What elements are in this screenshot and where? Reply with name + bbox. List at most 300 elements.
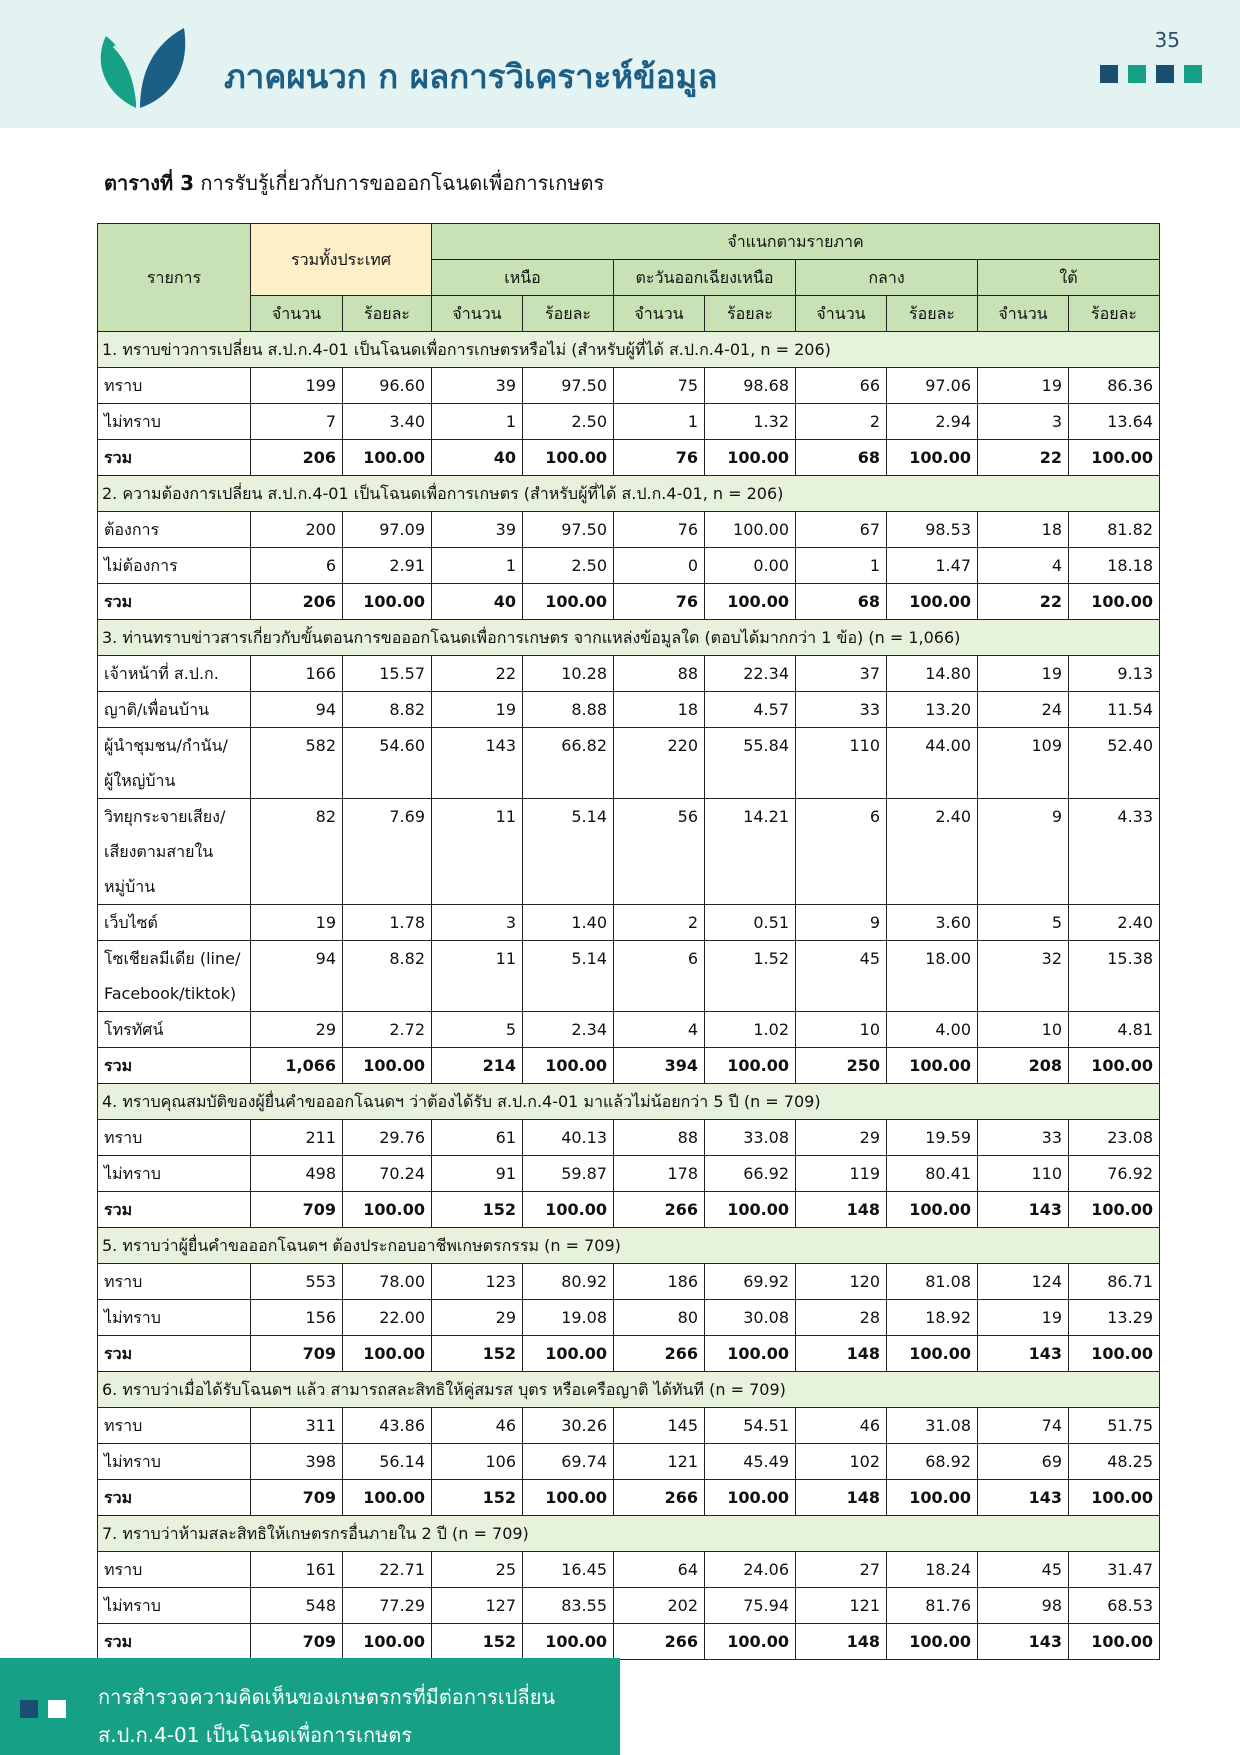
count-cell: 148 <box>796 1624 887 1660</box>
count-cell: 22 <box>432 656 523 692</box>
total-row <box>98 440 1160 476</box>
count-cell: 29 <box>796 1120 887 1156</box>
section-row <box>98 1372 1160 1408</box>
row-label: รวม <box>98 440 251 476</box>
section-title: 7. ทราบว่าห้ามสละสิทธิให้เกษตรกรอื่นภายใน 2 ปี (n = 709) <box>98 1516 1160 1552</box>
percent-cell: 15.57 <box>343 656 432 692</box>
footer-line-2: ส.ป.ก.4-01 เป็นโฉนดเพื่อการเกษตร <box>98 1723 413 1747</box>
percent-cell: 83.55 <box>523 1588 614 1624</box>
count-cell: 311 <box>251 1408 343 1444</box>
percent-cell: 9.13 <box>1069 656 1160 692</box>
count-cell: 110 <box>978 1156 1069 1192</box>
percent-cell: 31.47 <box>1069 1552 1160 1588</box>
count-cell: 143 <box>978 1336 1069 1372</box>
header-square-dark-1 <box>1100 65 1118 83</box>
count-cell: 91 <box>432 1156 523 1192</box>
percent-cell: 98.68 <box>705 368 796 404</box>
row-label: วิทยุกระจายเสียง/เสียงตามสายในหมู่บ้าน <box>98 799 251 905</box>
count-cell: 46 <box>796 1408 887 1444</box>
percent-cell: 22.71 <box>343 1552 432 1588</box>
percent-cell: 100.00 <box>1069 584 1160 620</box>
section-title: 6. ทราบว่าเมื่อได้รับโฉนดฯ แล้ว สามารถสละสิทธิให้คู่สมรส บุตร หรือเครือญาติ ได้ทันที (n = 709) <box>98 1372 1160 1408</box>
count-cell: 9 <box>796 905 887 941</box>
header-nation-count: จำนวน <box>251 296 343 332</box>
table-row <box>98 404 1160 440</box>
count-cell: 394 <box>614 1048 705 1084</box>
percent-cell: 2.34 <box>523 1012 614 1048</box>
count-cell: 94 <box>251 692 343 728</box>
header-region-south: ใต้ <box>978 260 1160 296</box>
row-label: รวม <box>98 1624 251 1660</box>
count-cell: 68 <box>796 440 887 476</box>
count-cell: 94 <box>251 941 343 1012</box>
percent-cell: 2.94 <box>887 404 978 440</box>
row-label: รวม <box>98 1480 251 1516</box>
table-row <box>98 799 1160 905</box>
header-central-count: จำนวน <box>796 296 887 332</box>
percent-cell: 100.00 <box>1069 440 1160 476</box>
percent-cell: 18.00 <box>887 941 978 1012</box>
total-row <box>98 584 1160 620</box>
table-row <box>98 1264 1160 1300</box>
table-body <box>98 332 1160 1660</box>
percent-cell: 100.00 <box>705 1192 796 1228</box>
row-label: ญาติ/เพื่อนบ้าน <box>98 692 251 728</box>
percent-cell: 100.00 <box>523 1336 614 1372</box>
count-cell: 7 <box>251 404 343 440</box>
count-cell: 6 <box>251 548 343 584</box>
count-cell: 76 <box>614 512 705 548</box>
count-cell: 161 <box>251 1552 343 1588</box>
table-row <box>98 1588 1160 1624</box>
count-cell: 19 <box>978 1300 1069 1336</box>
count-cell: 46 <box>432 1408 523 1444</box>
count-cell: 45 <box>978 1552 1069 1588</box>
percent-cell: 100.00 <box>705 440 796 476</box>
count-cell: 709 <box>251 1192 343 1228</box>
percent-cell: 30.26 <box>523 1408 614 1444</box>
percent-cell: 69.74 <box>523 1444 614 1480</box>
footer-square-white <box>48 1700 66 1718</box>
count-cell: 61 <box>432 1120 523 1156</box>
count-cell: 152 <box>432 1336 523 1372</box>
count-cell: 1 <box>796 548 887 584</box>
count-cell: 64 <box>614 1552 705 1588</box>
percent-cell: 48.25 <box>1069 1444 1160 1480</box>
count-cell: 19 <box>978 656 1069 692</box>
count-cell: 2 <box>796 404 887 440</box>
table-row <box>98 548 1160 584</box>
percent-cell: 80.41 <box>887 1156 978 1192</box>
percent-cell: 18.18 <box>1069 548 1160 584</box>
count-cell: 206 <box>251 440 343 476</box>
count-cell: 29 <box>251 1012 343 1048</box>
count-cell: 200 <box>251 512 343 548</box>
count-cell: 25 <box>432 1552 523 1588</box>
count-cell: 39 <box>432 512 523 548</box>
percent-cell: 14.21 <box>705 799 796 905</box>
percent-cell: 100.00 <box>1069 1480 1160 1516</box>
percent-cell: 100.00 <box>523 440 614 476</box>
table-row <box>98 1444 1160 1480</box>
section-title: 2. ความต้องการเปลี่ยน ส.ป.ก.4-01 เป็นโฉนดเพื่อการเกษตร (สำหรับผู้ที่ได้ ส.ป.ก.4-01, n = 206) <box>98 476 1160 512</box>
count-cell: 82 <box>251 799 343 905</box>
percent-cell: 33.08 <box>705 1120 796 1156</box>
header-square-dark-2 <box>1156 65 1174 83</box>
count-cell: 178 <box>614 1156 705 1192</box>
section-row <box>98 476 1160 512</box>
table-row <box>98 512 1160 548</box>
count-cell: 68 <box>796 584 887 620</box>
percent-cell: 100.00 <box>705 1480 796 1516</box>
percent-cell: 100.00 <box>705 1048 796 1084</box>
section-title: 5. ทราบว่าผู้ยื่นคำขอออกโฉนดฯ ต้องประกอบอาชีพเกษตรกรรม (n = 709) <box>98 1228 1160 1264</box>
count-cell: 266 <box>614 1336 705 1372</box>
table-row <box>98 656 1160 692</box>
total-row <box>98 1048 1160 1084</box>
percent-cell: 66.82 <box>523 728 614 799</box>
percent-cell: 13.64 <box>1069 404 1160 440</box>
percent-cell: 22.00 <box>343 1300 432 1336</box>
row-label: เว็บไซต์ <box>98 905 251 941</box>
count-cell: 66 <box>796 368 887 404</box>
count-cell: 11 <box>432 941 523 1012</box>
count-cell: 6 <box>614 941 705 1012</box>
percent-cell: 43.86 <box>343 1408 432 1444</box>
section-row <box>98 620 1160 656</box>
count-cell: 33 <box>978 1120 1069 1156</box>
percent-cell: 24.06 <box>705 1552 796 1588</box>
row-label: ทราบ <box>98 1408 251 1444</box>
total-row <box>98 1624 1160 1660</box>
section-row <box>98 1084 1160 1120</box>
header-item: รายการ <box>98 224 251 332</box>
header-south-count: จำนวน <box>978 296 1069 332</box>
count-cell: 88 <box>614 656 705 692</box>
percent-cell: 100.00 <box>887 1624 978 1660</box>
count-cell: 109 <box>978 728 1069 799</box>
percent-cell: 100.00 <box>887 584 978 620</box>
leaf-logo-icon <box>96 22 188 110</box>
count-cell: 148 <box>796 1336 887 1372</box>
percent-cell: 52.40 <box>1069 728 1160 799</box>
count-cell: 5 <box>432 1012 523 1048</box>
row-label: ผู้นำชุมชน/กำนัน/ผู้ใหญ่บ้าน <box>98 728 251 799</box>
percent-cell: 100.00 <box>1069 1336 1160 1372</box>
page-number: 35 <box>1154 28 1180 52</box>
header-northeast-percent: ร้อยละ <box>705 296 796 332</box>
count-cell: 266 <box>614 1624 705 1660</box>
percent-cell: 100.00 <box>887 1480 978 1516</box>
percent-cell: 7.69 <box>343 799 432 905</box>
count-cell: 22 <box>978 440 1069 476</box>
count-cell: 28 <box>796 1300 887 1336</box>
count-cell: 11 <box>432 799 523 905</box>
table-row <box>98 1552 1160 1588</box>
count-cell: 1 <box>432 548 523 584</box>
count-cell: 6 <box>796 799 887 905</box>
count-cell: 74 <box>978 1408 1069 1444</box>
percent-cell: 13.29 <box>1069 1300 1160 1336</box>
percent-cell: 54.51 <box>705 1408 796 1444</box>
percent-cell: 55.84 <box>705 728 796 799</box>
count-cell: 143 <box>432 728 523 799</box>
percent-cell: 100.00 <box>343 1336 432 1372</box>
row-label: ไม่ต้องการ <box>98 548 251 584</box>
percent-cell: 100.00 <box>523 584 614 620</box>
page-title: ภาคผนวก ก ผลการวิเคราะห์ข้อมูล <box>224 57 718 96</box>
percent-cell: 100.00 <box>887 1048 978 1084</box>
count-cell: 121 <box>796 1588 887 1624</box>
count-cell: 76 <box>614 440 705 476</box>
percent-cell: 31.08 <box>887 1408 978 1444</box>
count-cell: 19 <box>978 368 1069 404</box>
count-cell: 18 <box>978 512 1069 548</box>
count-cell: 202 <box>614 1588 705 1624</box>
count-cell: 143 <box>978 1192 1069 1228</box>
percent-cell: 98.53 <box>887 512 978 548</box>
percent-cell: 18.92 <box>887 1300 978 1336</box>
table-row <box>98 941 1160 1012</box>
count-cell: 498 <box>251 1156 343 1192</box>
row-label: ทราบ <box>98 1120 251 1156</box>
table-row <box>98 368 1160 404</box>
count-cell: 220 <box>614 728 705 799</box>
percent-cell: 1.47 <box>887 548 978 584</box>
percent-cell: 19.08 <box>523 1300 614 1336</box>
count-cell: 152 <box>432 1192 523 1228</box>
percent-cell: 19.59 <box>887 1120 978 1156</box>
count-cell: 152 <box>432 1480 523 1516</box>
count-cell: 199 <box>251 368 343 404</box>
count-cell: 40 <box>432 584 523 620</box>
percent-cell: 100.00 <box>887 1192 978 1228</box>
count-cell: 148 <box>796 1480 887 1516</box>
count-cell: 88 <box>614 1120 705 1156</box>
results-table <box>97 223 1160 1660</box>
percent-cell: 81.08 <box>887 1264 978 1300</box>
count-cell: 124 <box>978 1264 1069 1300</box>
count-cell: 127 <box>432 1588 523 1624</box>
count-cell: 4 <box>614 1012 705 1048</box>
footer-square-dark <box>20 1700 38 1718</box>
count-cell: 120 <box>796 1264 887 1300</box>
table-row <box>98 692 1160 728</box>
count-cell: 3 <box>978 404 1069 440</box>
percent-cell: 15.38 <box>1069 941 1160 1012</box>
count-cell: 121 <box>614 1444 705 1480</box>
count-cell: 75 <box>614 368 705 404</box>
row-label: ทราบ <box>98 1552 251 1588</box>
count-cell: 4 <box>978 548 1069 584</box>
section-title: 3. ท่านทราบข่าวสารเกี่ยวกับขั้นตอนการขอออกโฉนดเพื่อการเกษตร จากแหล่งข้อมูลใด (ตอบได้มากกว่า 1 ข้อ) (n = 1,066) <box>98 620 1160 656</box>
percent-cell: 100.00 <box>523 1048 614 1084</box>
count-cell: 10 <box>796 1012 887 1048</box>
count-cell: 214 <box>432 1048 523 1084</box>
percent-cell: 68.53 <box>1069 1588 1160 1624</box>
percent-cell: 5.14 <box>523 941 614 1012</box>
row-label: ต้องการ <box>98 512 251 548</box>
percent-cell: 0.51 <box>705 905 796 941</box>
header-region-north: เหนือ <box>432 260 614 296</box>
count-cell: 3 <box>432 905 523 941</box>
percent-cell: 51.75 <box>1069 1408 1160 1444</box>
count-cell: 206 <box>251 584 343 620</box>
table-row <box>98 1156 1160 1192</box>
percent-cell: 100.00 <box>1069 1048 1160 1084</box>
percent-cell: 76.92 <box>1069 1156 1160 1192</box>
percent-cell: 1.32 <box>705 404 796 440</box>
percent-cell: 97.50 <box>523 368 614 404</box>
percent-cell: 69.92 <box>705 1264 796 1300</box>
percent-cell: 11.54 <box>1069 692 1160 728</box>
count-cell: 208 <box>978 1048 1069 1084</box>
count-cell: 80 <box>614 1300 705 1336</box>
footer-band <box>0 1658 620 1755</box>
percent-cell: 29.76 <box>343 1120 432 1156</box>
percent-cell: 44.00 <box>887 728 978 799</box>
percent-cell: 68.92 <box>887 1444 978 1480</box>
percent-cell: 86.36 <box>1069 368 1160 404</box>
count-cell: 250 <box>796 1048 887 1084</box>
percent-cell: 8.82 <box>343 941 432 1012</box>
percent-cell: 2.50 <box>523 548 614 584</box>
row-label: รวม <box>98 584 251 620</box>
percent-cell: 0.00 <box>705 548 796 584</box>
percent-cell: 100.00 <box>705 512 796 548</box>
row-label: ไม่ทราบ <box>98 1444 251 1480</box>
percent-cell: 2.40 <box>887 799 978 905</box>
count-cell: 709 <box>251 1480 343 1516</box>
count-cell: 19 <box>251 905 343 941</box>
percent-cell: 100.00 <box>523 1480 614 1516</box>
row-label: เจ้าหน้าที่ ส.ป.ก. <box>98 656 251 692</box>
header-north-percent: ร้อยละ <box>523 296 614 332</box>
count-cell: 9 <box>978 799 1069 905</box>
count-cell: 143 <box>978 1624 1069 1660</box>
row-label: รวม <box>98 1336 251 1372</box>
percent-cell: 1.78 <box>343 905 432 941</box>
count-cell: 186 <box>614 1264 705 1300</box>
percent-cell: 2.50 <box>523 404 614 440</box>
percent-cell: 100.00 <box>1069 1192 1160 1228</box>
count-cell: 22 <box>978 584 1069 620</box>
count-cell: 10 <box>978 1012 1069 1048</box>
count-cell: 45 <box>796 941 887 1012</box>
table-caption-label: ตารางที่ 3 <box>104 171 195 195</box>
percent-cell: 4.81 <box>1069 1012 1160 1048</box>
table-row <box>98 728 1160 799</box>
header-northeast-count: จำนวน <box>614 296 705 332</box>
percent-cell: 100.00 <box>523 1192 614 1228</box>
row-label: โทรทัศน์ <box>98 1012 251 1048</box>
count-cell: 709 <box>251 1624 343 1660</box>
count-cell: 110 <box>796 728 887 799</box>
count-cell: 24 <box>978 692 1069 728</box>
count-cell: 211 <box>251 1120 343 1156</box>
row-label: ทราบ <box>98 368 251 404</box>
percent-cell: 54.60 <box>343 728 432 799</box>
percent-cell: 30.08 <box>705 1300 796 1336</box>
row-label: รวม <box>98 1192 251 1228</box>
count-cell: 548 <box>251 1588 343 1624</box>
row-label: ไม่ทราบ <box>98 1156 251 1192</box>
percent-cell: 100.00 <box>887 440 978 476</box>
percent-cell: 86.71 <box>1069 1264 1160 1300</box>
percent-cell: 3.40 <box>343 404 432 440</box>
header-region-group: จำแนกตามรายภาค <box>432 224 1160 260</box>
section-title: 4. ทราบคุณสมบัติของผู้ยื่นคำขอออกโฉนดฯ ว่าต้องได้รับ ส.ป.ก.4-01 มาแล้วไม่น้อยกว่า 5 ปี (n = 709) <box>98 1084 1160 1120</box>
count-cell: 266 <box>614 1480 705 1516</box>
percent-cell: 14.80 <box>887 656 978 692</box>
percent-cell: 100.00 <box>705 1336 796 1372</box>
header-region-northeast: ตะวันออกเฉียงเหนือ <box>614 260 796 296</box>
percent-cell: 2.72 <box>343 1012 432 1048</box>
percent-cell: 100.00 <box>343 1192 432 1228</box>
percent-cell: 45.49 <box>705 1444 796 1480</box>
header-nation: รวมทั้งประเทศ <box>251 224 432 296</box>
percent-cell: 22.34 <box>705 656 796 692</box>
count-cell: 5 <box>978 905 1069 941</box>
percent-cell: 2.91 <box>343 548 432 584</box>
percent-cell: 100.00 <box>887 1336 978 1372</box>
percent-cell: 66.92 <box>705 1156 796 1192</box>
percent-cell: 100.00 <box>343 1480 432 1516</box>
percent-cell: 81.82 <box>1069 512 1160 548</box>
header-band <box>0 0 1240 128</box>
footer-line-1: การสำรวจความคิดเห็นของเกษตรกรที่มีต่อการเปลี่ยน <box>98 1685 556 1709</box>
header-north-count: จำนวน <box>432 296 523 332</box>
percent-cell: 4.33 <box>1069 799 1160 905</box>
percent-cell: 96.60 <box>343 368 432 404</box>
table-caption-text: การรับรู้เกี่ยวกับการขอออกโฉนดเพื่อการเกษตร <box>200 171 605 195</box>
percent-cell: 23.08 <box>1069 1120 1160 1156</box>
table-row <box>98 905 1160 941</box>
count-cell: 19 <box>432 692 523 728</box>
count-cell: 32 <box>978 941 1069 1012</box>
percent-cell: 59.87 <box>523 1156 614 1192</box>
count-cell: 33 <box>796 692 887 728</box>
count-cell: 98 <box>978 1588 1069 1624</box>
header-south-percent: ร้อยละ <box>1069 296 1160 332</box>
percent-cell: 77.29 <box>343 1588 432 1624</box>
row-label: ไม่ทราบ <box>98 404 251 440</box>
table-row <box>98 1300 1160 1336</box>
header-square-teal-1 <box>1128 65 1146 83</box>
row-label: ไม่ทราบ <box>98 1300 251 1336</box>
percent-cell: 100.00 <box>343 584 432 620</box>
percent-cell: 80.92 <box>523 1264 614 1300</box>
count-cell: 106 <box>432 1444 523 1480</box>
count-cell: 709 <box>251 1336 343 1372</box>
count-cell: 37 <box>796 656 887 692</box>
total-row <box>98 1336 1160 1372</box>
percent-cell: 75.94 <box>705 1588 796 1624</box>
percent-cell: 10.28 <box>523 656 614 692</box>
percent-cell: 97.06 <box>887 368 978 404</box>
percent-cell: 100.00 <box>705 1624 796 1660</box>
count-cell: 1 <box>614 404 705 440</box>
header-region-central: กลาง <box>796 260 978 296</box>
percent-cell: 70.24 <box>343 1156 432 1192</box>
count-cell: 143 <box>978 1480 1069 1516</box>
percent-cell: 8.88 <box>523 692 614 728</box>
percent-cell: 4.57 <box>705 692 796 728</box>
percent-cell: 16.45 <box>523 1552 614 1588</box>
count-cell: 119 <box>796 1156 887 1192</box>
total-row <box>98 1192 1160 1228</box>
section-row <box>98 332 1160 368</box>
